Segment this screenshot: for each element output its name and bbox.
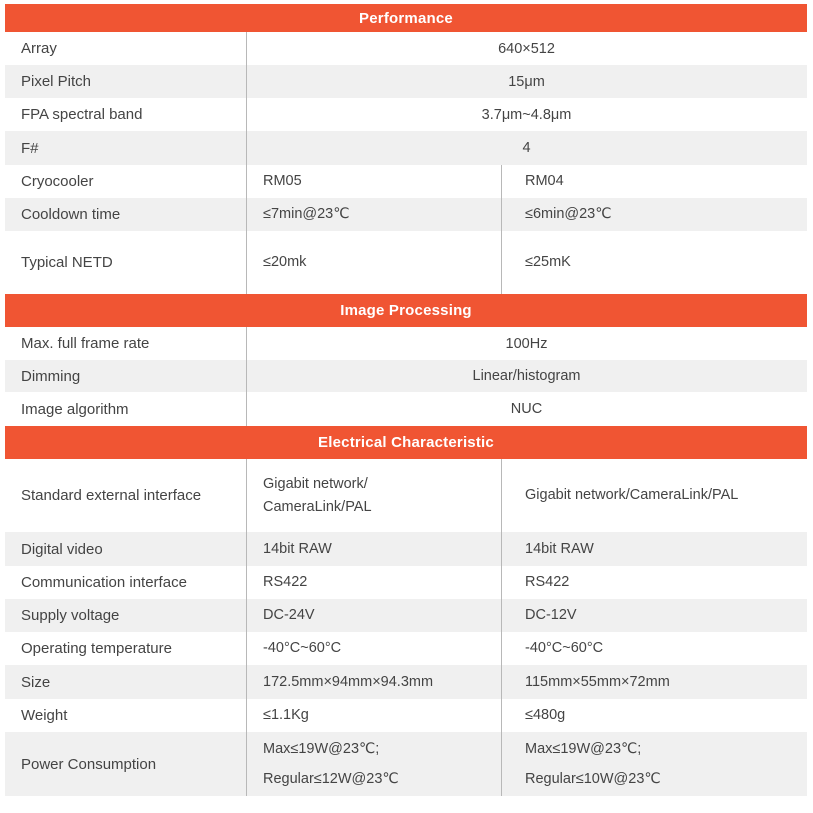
section-header-performance xyxy=(5,4,807,32)
table-row-cooldown xyxy=(5,198,807,231)
row-value-a-line1: Gigabit network/ xyxy=(263,476,368,493)
row-label: Cryocooler xyxy=(21,173,94,190)
row-label: Array xyxy=(21,40,57,57)
table-row-fpa-band xyxy=(5,98,807,131)
row-value-b: DC-12V xyxy=(525,607,577,624)
row-value-b: 14bit RAW xyxy=(525,540,594,557)
row-value-b-line2: Regular≤10W@23℃ xyxy=(525,771,661,787)
row-value-b: RM04 xyxy=(525,173,564,190)
table-row-temp xyxy=(5,632,807,665)
table-row-array xyxy=(5,32,807,65)
table-row-cryocooler xyxy=(5,165,807,198)
row-value-b xyxy=(501,734,807,795)
row-value-a: ≤7min@23℃ xyxy=(263,206,350,223)
row-value: 15μm xyxy=(508,73,545,90)
row-value-a xyxy=(246,734,501,795)
row-value-b: ≤6min@23℃ xyxy=(525,206,612,223)
table-row-voltage xyxy=(5,599,807,632)
row-label: F# xyxy=(21,139,39,157)
row-value: 640×512 xyxy=(498,40,555,57)
row-value-a: RS422 xyxy=(263,574,308,591)
table-row-weight xyxy=(5,699,807,732)
table-row-netd xyxy=(5,231,807,294)
row-value-a: 172.5mm×94mm×94.3mm xyxy=(263,673,434,690)
row-value-a: RM05 xyxy=(263,173,302,190)
table-row-dimming xyxy=(5,360,807,392)
row-value-a-line2: CameraLink/PAL xyxy=(263,498,372,515)
row-label: Typical NETD xyxy=(21,254,113,271)
row-label: Power Consumption xyxy=(21,755,157,773)
section-title: Electrical Characteristic xyxy=(318,434,494,451)
section-header-image-processing xyxy=(5,294,807,327)
row-value-b: -40°C~60°C xyxy=(525,640,604,657)
row-value-a-line2: Regular≤12W@23℃ xyxy=(263,771,399,787)
row-label: Weight xyxy=(21,707,68,724)
row-value-b: Gigabit network/CameraLink/PAL xyxy=(525,487,739,504)
table-row-algorithm xyxy=(5,392,807,426)
table-row-pixel-pitch xyxy=(5,65,807,98)
row-value-b: ≤25mK xyxy=(525,254,571,271)
table-row-video xyxy=(5,532,807,566)
table-row-interface xyxy=(5,459,807,532)
row-value-a: ≤20mk xyxy=(263,254,307,271)
spec-table xyxy=(5,4,807,796)
table-row-fnum xyxy=(5,131,807,165)
table-row-frame-rate xyxy=(5,327,807,360)
row-value: NUC xyxy=(510,401,543,417)
row-value: 4 xyxy=(522,140,531,156)
section-title: Image Processing xyxy=(340,302,472,319)
row-value-a-line1: Max≤19W@23℃; xyxy=(263,740,380,757)
row-value: 3.7μm~4.8μm xyxy=(481,106,572,123)
row-value-a: ≤1.1Kg xyxy=(263,707,309,724)
row-value-b-line1: Max≤19W@23℃; xyxy=(525,740,642,757)
row-label: Size xyxy=(21,673,51,691)
row-label: Standard external interface xyxy=(21,487,202,504)
row-label: Cooldown time xyxy=(21,206,121,223)
row-value: 100Hz xyxy=(505,335,548,352)
table-row-size xyxy=(5,665,807,699)
row-label: Operating temperature xyxy=(21,640,172,657)
row-value: Linear/histogram xyxy=(472,368,581,384)
row-value-b: RS422 xyxy=(525,574,570,591)
row-label: Digital video xyxy=(21,540,103,558)
section-title: Performance xyxy=(359,9,453,27)
table-row-comm xyxy=(5,566,807,599)
row-value-b: ≤480g xyxy=(525,707,566,724)
row-value-b: 115mm×55mm×72mm xyxy=(525,673,670,690)
row-label: FPA spectral band xyxy=(21,106,143,123)
row-label: Dimming xyxy=(21,367,81,385)
row-label: Image algorithm xyxy=(21,400,129,418)
row-label: Communication interface xyxy=(21,574,187,591)
row-value-a xyxy=(246,473,501,518)
section-header-electrical xyxy=(5,426,807,459)
row-label: Supply voltage xyxy=(21,607,120,624)
row-value-a: DC-24V xyxy=(263,607,315,624)
table-row-power xyxy=(5,732,807,796)
row-label: Pixel Pitch xyxy=(21,73,92,90)
row-value-a: 14bit RAW xyxy=(263,540,332,557)
row-value-a: -40°C~60°C xyxy=(263,640,342,657)
row-label: Max. full frame rate xyxy=(21,335,150,352)
